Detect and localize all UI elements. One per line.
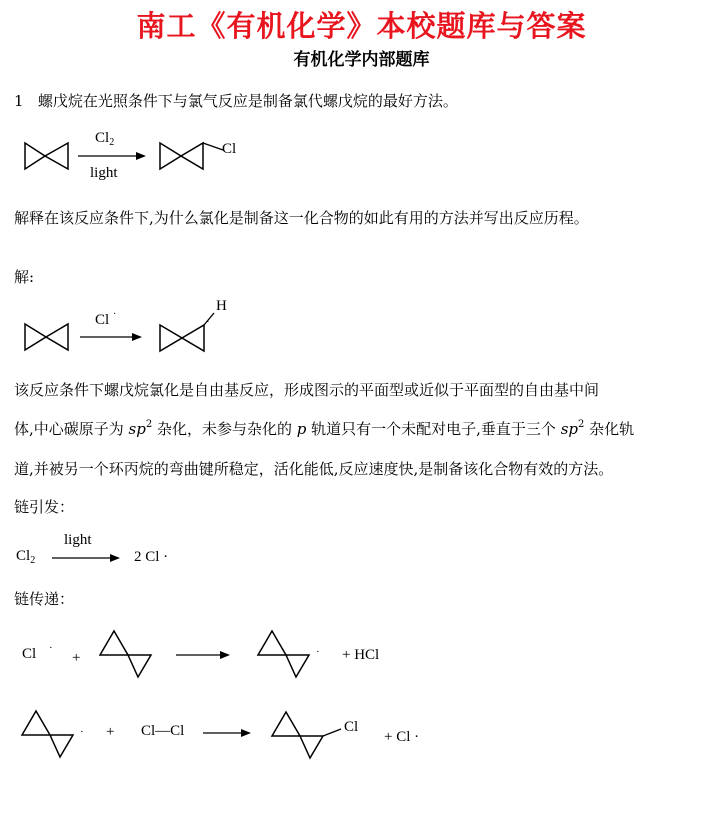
arrow-reagent-cl2: $Cl_2$ [95,130,115,148]
explanation-line-2: 体,中心碳原子为 $sp^2$ 杂化，未参与杂化的 p 轨道只有一个未配对电子,垂直于三个 $sp^2$ 杂化轨 [14,419,635,438]
subtitle: 有机化学内部题库 [293,50,430,70]
step2-byproduct: + Cl · [384,729,420,745]
step1-plus: + [72,650,81,666]
step2-plus: + [106,724,115,740]
radical-reagent-label: Cl · [95,309,117,328]
main-title: 南工《有机化学》本校题库与答案 [136,9,587,43]
arrow-condition-light: light [90,165,118,181]
step2-radical-dot: · [80,726,84,738]
step1-radical: Cl [22,646,37,662]
step2-chlorine-reagent: Cl—Cl [141,723,185,739]
question-number: 1 [14,92,24,110]
initiation-reactant: $Cl_2$ [16,548,36,566]
step1-radical-dot: · [49,642,53,654]
step1-product-dot: · [316,646,320,658]
intermediate-radical-dot: · [206,316,210,328]
answer-label: 解: [14,268,35,286]
question-statement [14,90,714,111]
product-cl-label: Cl [222,141,237,157]
explanation-line-1: 该反应条件下螺戊烷氯化是自由基反应，形成图示的平面型或近似于平面型的自由基中间 [14,381,600,399]
step2-chlorospiropentane [0,0,1,1]
intermediate-h-label: H [216,298,227,314]
propagation-heading: 链传递： [14,590,75,608]
initiation-product: 2 Cl · [134,549,169,565]
question-text: 螺戊烷在光照条件下与氯气反应是制备氯代螺戊烷的最好方法。 [37,92,458,110]
explanation-line-3: 道,并被另一个环丙烷的弯曲键所稳定，活化能低,反应速度快,是制备该化合物有效的方法。 [14,460,614,478]
initiation-heading: 链引发： [14,498,75,516]
step2-cl-substituent: Cl [344,719,359,735]
step1-byproduct: + HCl [342,647,380,663]
initiation-condition: light [64,532,92,548]
question-prompt: 解释在该反应条件下,为什么氯化是制备这一化合物的如此有用的方法并写出反应历程。 [14,209,589,227]
